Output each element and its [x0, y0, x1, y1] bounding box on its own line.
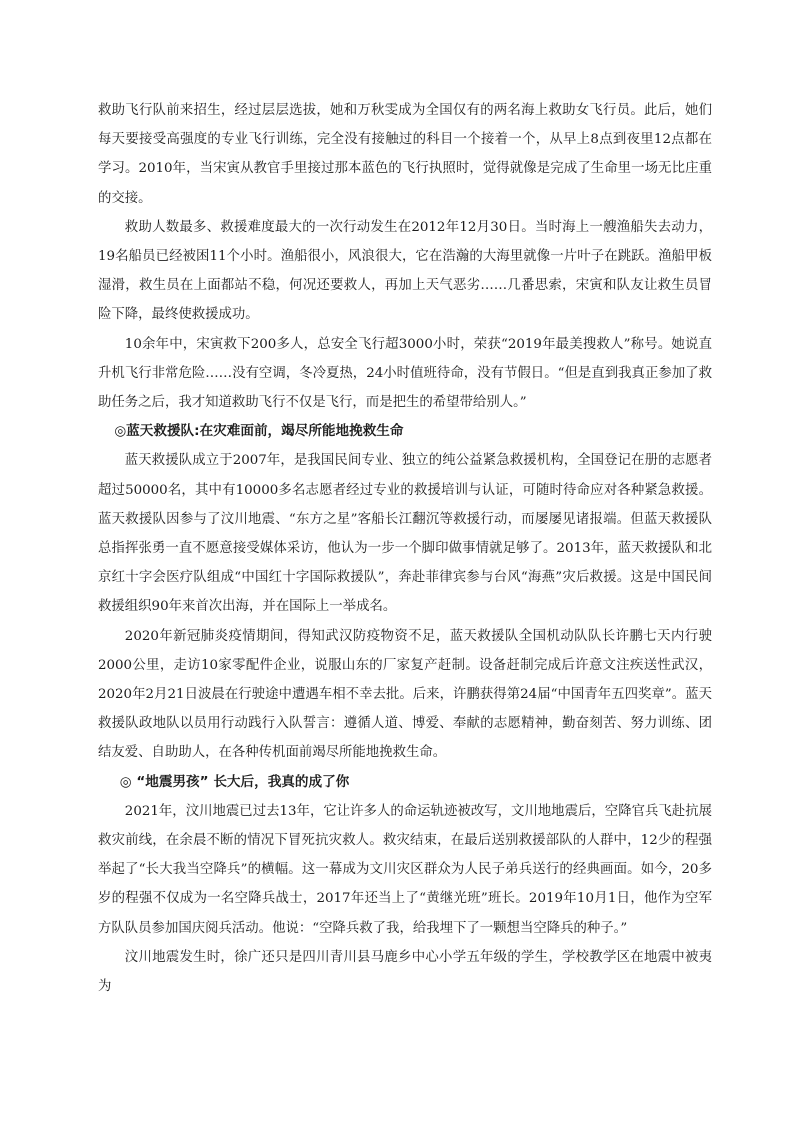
paragraph-5: 2020年新冠肺炎疫情期间，得知武汉防疫物资不足，蓝天救援队全国机动队队长许鹏七天内行驶2000公里，走访10家零配件企业，说服山东的厂家复产赶制。设备赶制完成后许意文注疾送性武汉，2020年2月21日波晨在行驶途中遭遇车相不幸去批。后来，许鹏获得第24届“中国青年五四奖章”。蓝天救援队政地队以员用行动践行入队誓言：遵循人道、博爱、奉献的志愿精神，勤奋刻苦、努力训练、团结友爱、自助助人，在各种传机面前竭尽所能地挽救生命。	[98, 628, 712, 761]
paragraph-1: 救助飞行队前来招生，经过层层选拔，她和万秋雯成为全国仅有的两名海上救助女飞行员。此后，她们每天要接受高强度的专业飞行训练，完全没有接触过的科目一个接着一个，从早上8点到夜里12点都在学习。2010年，当宋寅从教官手里接过那本蓝色的飞行执照时，觉得就像是完成了生命里一场无比庄重的交接。	[98, 103, 712, 206]
article-body	[98, 96, 712, 1001]
paragraph-3: 10余年中，宋寅救下200多人，总安全飞行超3000小时，荣获“2019年最美搜救人”称号。她说直升机飞行非常危险……没有空调，冬冷夏热，24小时值班待命，没有节假日。“但是直到我真正参加了救助任务之后，我才知道救助飞行不仅是飞行，而是把生的希望带给别人。”	[98, 336, 712, 411]
paragraph-4: 蓝天救援队成立于2007年，是我国民间专业、独立的纯公益紧急救援机构，全国登记在册的志愿者超过50000名，其中有10000多名志愿者经过专业的救援培训与认证，可随时待命应对各种紧急救援。蓝天救援队因参与了汶川地震、“东方之星”客船长江翻沉等救援行动，而屡屡见诸报端。但蓝天救援队总指挥张勇一直不愿意接受媒体采访，他认为一步一个脚印做事情就足够了。2013年，蓝天救援队和北京红十字会医疗队组成“中国红十字国际救援队”，奔赴菲律宾参与台风“海燕”灾后救援。这是中国民间救援组织90年来首次出海，并在国际上一举成名。	[98, 453, 712, 615]
paragraph-7: 汶川地震发生时，徐广还只是四川青川县马鹿乡中心小学五年级的学生，学校教学区在地震中被夷为	[98, 949, 712, 995]
section-heading-blue-sky: ◎蓝天救援队:在灾难面前，竭尽所能地挽救生命	[114, 423, 404, 440]
paragraph-6: 2021年，汶川地震已过去13年，它让许多人的命运轨迹被改写，文川地地震后，空降官兵飞赴抗展救灾前线，在余晨不断的情况下冒死抗灾救人。救灾结束，在最后送别救援部队的人群中，12少的程强举起了“长大我当空降兵”的横幅。这一幕成为文川灾区群众为人民子弟兵送行的经典画面。如今，20多岁的程强不仅成为一名空降兵战士，2017年还当上了“黄继光班”班长。2019年10月1日，他作为空军方队队员参加国庆阅兵活动。他说：“空降兵救了我，给我埋下了一颗想当空降兵的种子。”	[98, 803, 712, 936]
paragraph-2: 救助人数最多、救援难度最大的一次行动发生在2012年12月30日。当时海上一艘渔船失去动力，19名船员已经被困11个小时。渔船很小，风浪很大，它在浩瀚的大海里就像一片叶子在跳跃。渔船甲板湿滑，救生员在上面都站不稳，何况还要救人，再加上天气恶劣……几番思索，宋寅和队友让救生员冒险下降，最终使救援成功。	[98, 219, 712, 323]
section-heading-earthquake-boy: ◎ “地震男孩” 长大后，我真的成了你	[119, 773, 350, 790]
